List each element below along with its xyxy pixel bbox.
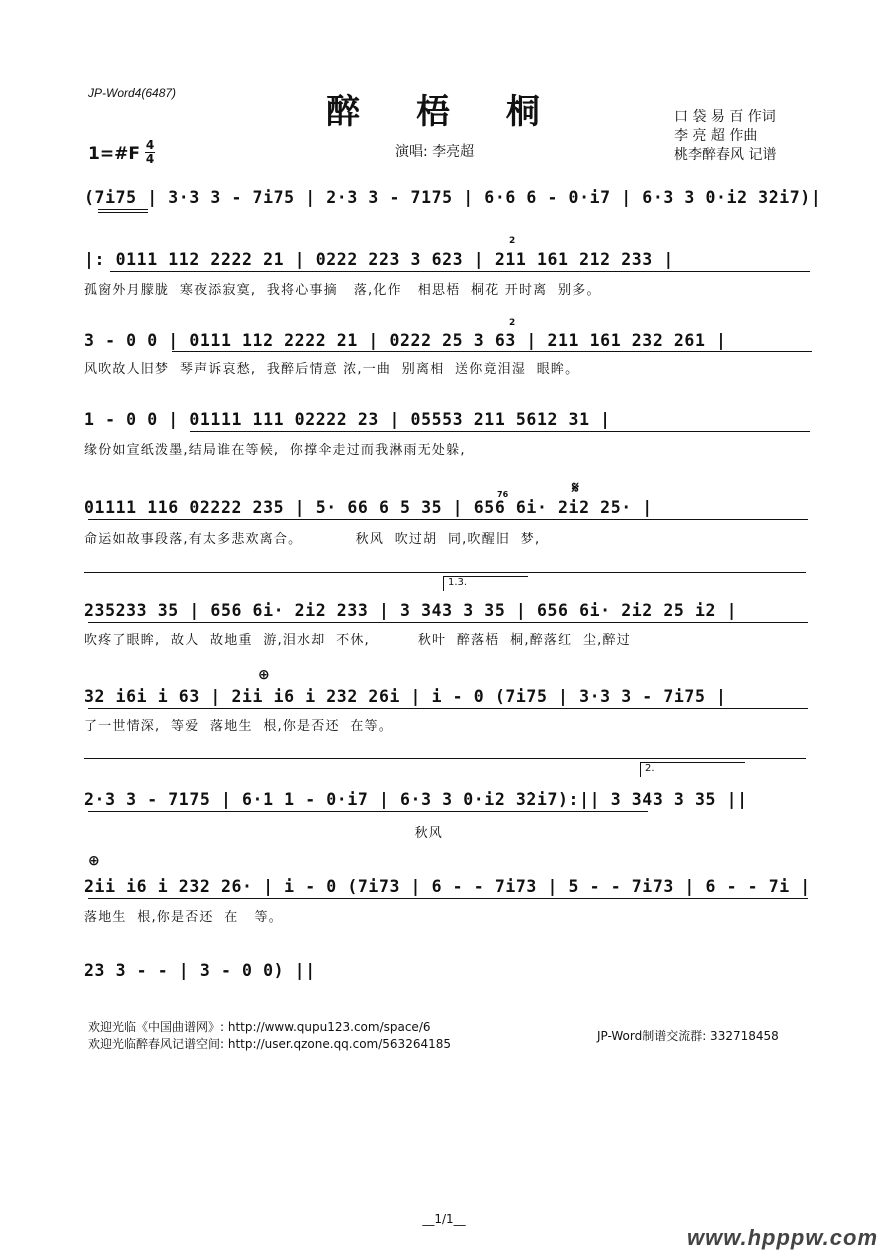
beam-line bbox=[88, 708, 808, 709]
time-sig-top: 4 bbox=[145, 138, 155, 152]
footer-links bbox=[88, 1019, 451, 1053]
lyrics-row-5: 命运如故事段落,有太多悲欢离合。 秋风 吹过胡 同,吹醒旧 梦, bbox=[84, 532, 541, 547]
composer-credit: 李 亮 超 作曲 bbox=[674, 128, 758, 144]
volta-1: 1.3. bbox=[443, 576, 528, 591]
score-row-7: 32 i6i i 63 | 2ii i6 i 232 26i | i - 0 (7i75 | 3·3 3 - 7i75 | bbox=[84, 687, 727, 706]
singer: 演唱: 李亮超 bbox=[395, 144, 475, 160]
breath-mark: 2 bbox=[509, 236, 516, 246]
beam-line bbox=[172, 351, 812, 352]
lyrics-row-9: 落地生 根,你是否还 在 等。 bbox=[84, 910, 283, 925]
breath-mark: 2 bbox=[509, 318, 516, 328]
footer-group: JP-Word制谱交流群: 332718458 bbox=[597, 1029, 779, 1043]
time-signature bbox=[145, 140, 155, 165]
key-signature: 1=#F bbox=[88, 144, 140, 164]
segno-icon: 𝄋 bbox=[572, 478, 579, 497]
lyrics-row-2: 孤窗外月朦胧 寒夜添寂寞, 我将心事摘 落,化作 相思梧 桐花 开时离 别多。 bbox=[84, 283, 601, 298]
coda-icon: ⊕ bbox=[88, 853, 100, 869]
score-row-5: 01111 116 02222 235 | 5· 66 6 5 35 | 656 6i· 2i2 25· | bbox=[84, 498, 653, 517]
lyrics-row-3: 风吹故人旧梦 琴声诉哀愁, 我醉后情意 浓,一曲 别离相 送你竟泪湿 眼眸。 bbox=[84, 362, 580, 377]
score-row-8: 2·3 3 - 7175 | 6·1 1 - 0·i7 | 6·3 3 0·i2 3̇2i7):|| 3 343 3 35 || bbox=[84, 790, 748, 809]
lyrics-row-7: 了一世情深, 等爱 落地生 根,你是否还 在等。 bbox=[84, 719, 393, 734]
score-row-3: 3 - 0 0 | 0111 112 2222 21 | 0222 25 3 63 | 211 161 232 261 | bbox=[84, 331, 727, 350]
score-row-10: 23 3 - - | 3 - 0 0) || bbox=[84, 961, 316, 980]
volta-2: 2. bbox=[640, 762, 745, 777]
footer-link-qzone[interactable]: 欢迎光临醉春风记谱空间: http://user.qzone.qq.com/563264185 bbox=[88, 1037, 452, 1051]
transcriber-credit: 桃李醉春风 记谱 bbox=[674, 147, 777, 163]
software-tag: JP-Word4(6487) bbox=[88, 86, 177, 100]
score-row-2: |: 0111 112 2222 21 | 0222 223 3 623 | 211 161 212 233 | bbox=[84, 250, 674, 269]
beam-line bbox=[88, 519, 808, 520]
score-row-1: (7i75 | 3·3 3 - 7i75 | 2·3 3 - 7175 | 6·6 6 - 0·i7 | 6·3 3 0·i2 3̇2i7)| bbox=[84, 188, 822, 207]
footer-link-qupu[interactable]: 欢迎光临《中国曲谱网》: http://www.qupu123.com/space/6 bbox=[88, 1020, 431, 1034]
time-sig-bottom: 4 bbox=[145, 152, 155, 166]
lyrics-row-4: 缘份如宣纸泼墨,结局谁在等候, 你撑伞走过而我淋雨无处躲, bbox=[84, 443, 466, 458]
brand-watermark: www.hpppw.com bbox=[686, 1225, 878, 1250]
beam-line bbox=[98, 212, 148, 213]
coda-icon: ⊕ bbox=[258, 667, 270, 683]
volta-span-line bbox=[84, 758, 806, 759]
grace-note: 76 bbox=[497, 490, 509, 499]
beam-line bbox=[88, 811, 648, 812]
beam-line bbox=[88, 898, 808, 899]
score-row-6: 235233 35 | 656 6i· 2i2 233 | 3 343 3 35 | 656 6i· 2i2 25 i2 | bbox=[84, 601, 738, 620]
beam-line bbox=[98, 209, 148, 210]
score-row-4: 1 - 0 0 | 01111 111 02222 23 | 05553 211 5612 31 | bbox=[84, 410, 611, 429]
lyrics-row-8: 秋风 bbox=[84, 826, 444, 841]
beam-line bbox=[88, 622, 808, 623]
lyrics-row-6: 吹疼了眼眸, 故人 故地重 游,泪水却 不休, 秋叶 醉落梧 桐,醉落红 尘,醉过 bbox=[84, 633, 631, 648]
song-title: 醉 梧 桐 bbox=[326, 92, 562, 132]
credits bbox=[674, 108, 804, 165]
beam-line bbox=[190, 431, 810, 432]
beam-line bbox=[110, 271, 810, 272]
page-number: __1/1__ bbox=[422, 1212, 466, 1226]
score-row-9: 2ii i6 i 232 26· | i - 0 (7i73 | 6 - - 7i73 | 5 - - 7i73 | 6 - - 7i | bbox=[84, 877, 811, 896]
volta-span-line bbox=[84, 572, 806, 573]
lyricist-credit: 口 袋 易 百 作词 bbox=[674, 109, 776, 125]
